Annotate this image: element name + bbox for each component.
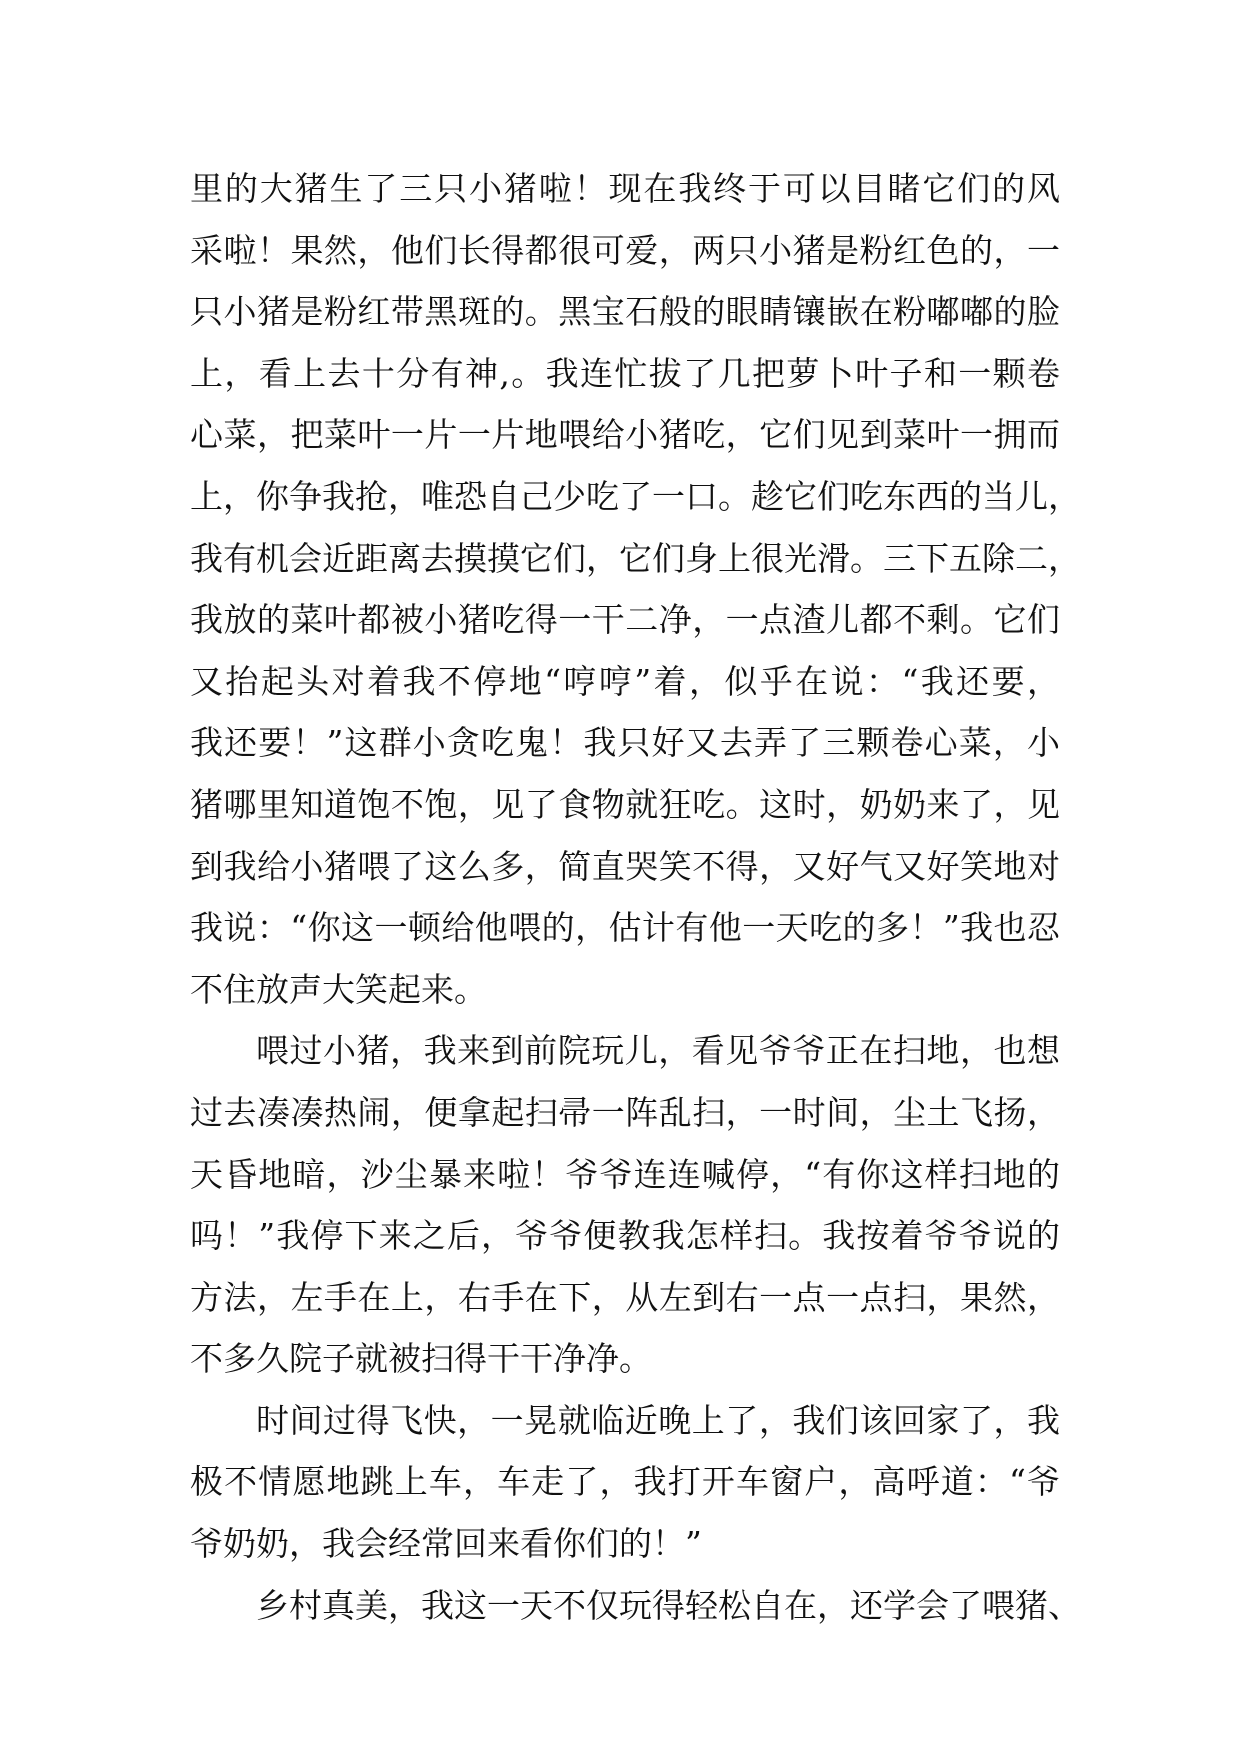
text-line: 极不情愿地跳上车，车走了，我打开车窗户，高呼道：“爷 [190, 1462, 1060, 1502]
text-line: 我还要！”这群小贪吃鬼！我只好又去弄了三颗卷心菜，小 [190, 723, 1060, 763]
text-line: 我放的菜叶都被小猪吃得一干二净，一点渣儿都不剩。它们 [190, 600, 1060, 640]
text-line: 心菜，把菜叶一片一片地喂给小猪吃，它们见到菜叶一拥而 [190, 415, 1060, 455]
text-line: 采啦！果然，他们长得都很可爱，两只小猪是粉红色的，一 [190, 230, 1060, 270]
text-line: 方法，左手在上，右手在下，从左到右一点一点扫，果然， [190, 1277, 1060, 1317]
text-line: 猪哪里知道饱不饱，见了食物就狂吃。这时，奶奶来了，见 [190, 784, 1060, 824]
text-line: 上，看上去十分有神,。我连忙拔了几把萝卜叶子和一颗卷 [190, 353, 1060, 393]
text-line: 喂过小猪，我来到前院玩儿，看见爷爷正在扫地，也想 [256, 1031, 1060, 1071]
text-line: 不住放声大笑起来。 [190, 969, 487, 1009]
paragraph-2 [190, 1020, 1060, 1390]
text-line: 上，你争我抢，唯恐自己少吃了一口。趁它们吃东西的当儿， [190, 476, 1081, 516]
text-line: 不多久院子就被扫得干干净净。 [190, 1339, 652, 1379]
document-body [190, 158, 1081, 1636]
text-line: 到我给小猪喂了这么多，简直哭笑不得，又好气又好笑地对 [190, 846, 1060, 886]
text-line: 过去凑凑热闹，便拿起扫帚一阵乱扫，一时间，尘土飞扬， [190, 1092, 1060, 1132]
paragraph-4 [190, 1575, 1081, 1637]
text-line: 吗！”我停下来之后，爷爷便教我怎样扫。我按着爷爷说的 [190, 1216, 1060, 1256]
text-line: 爷奶奶，我会经常回来看你们的！” [190, 1524, 702, 1564]
paragraph-3 [190, 1390, 1060, 1575]
text-line: 里的大猪生了三只小猪啦！现在我终于可以目睹它们的风 [190, 169, 1060, 208]
text-line: 只小猪是粉红带黑斑的。黑宝石般的眼睛镶嵌在粉嘟嘟的脸 [190, 292, 1060, 332]
text-line: 天昏地暗，沙尘暴来啦！爷爷连连喊停，“有你这样扫地的 [190, 1154, 1060, 1194]
text-line: 我有机会近距离去摸摸它们，它们身上很光滑。三下五除二， [190, 538, 1081, 578]
text-line: 又抬起头对着我不停地“哼哼”着，似乎在说：“我还要， [190, 661, 1060, 701]
text-line: 时间过得飞快，一晃就临近晚上了，我们该回家了，我 [256, 1400, 1060, 1440]
paragraph-1 [190, 158, 1081, 1020]
text-line: 乡村真美，我这一天不仅玩得轻松自在，还学会了喂猪、 [256, 1585, 1081, 1625]
text-line: 我说：“你这一顿给他喂的，估计有他一天吃的多！”我也忍 [190, 908, 1060, 948]
